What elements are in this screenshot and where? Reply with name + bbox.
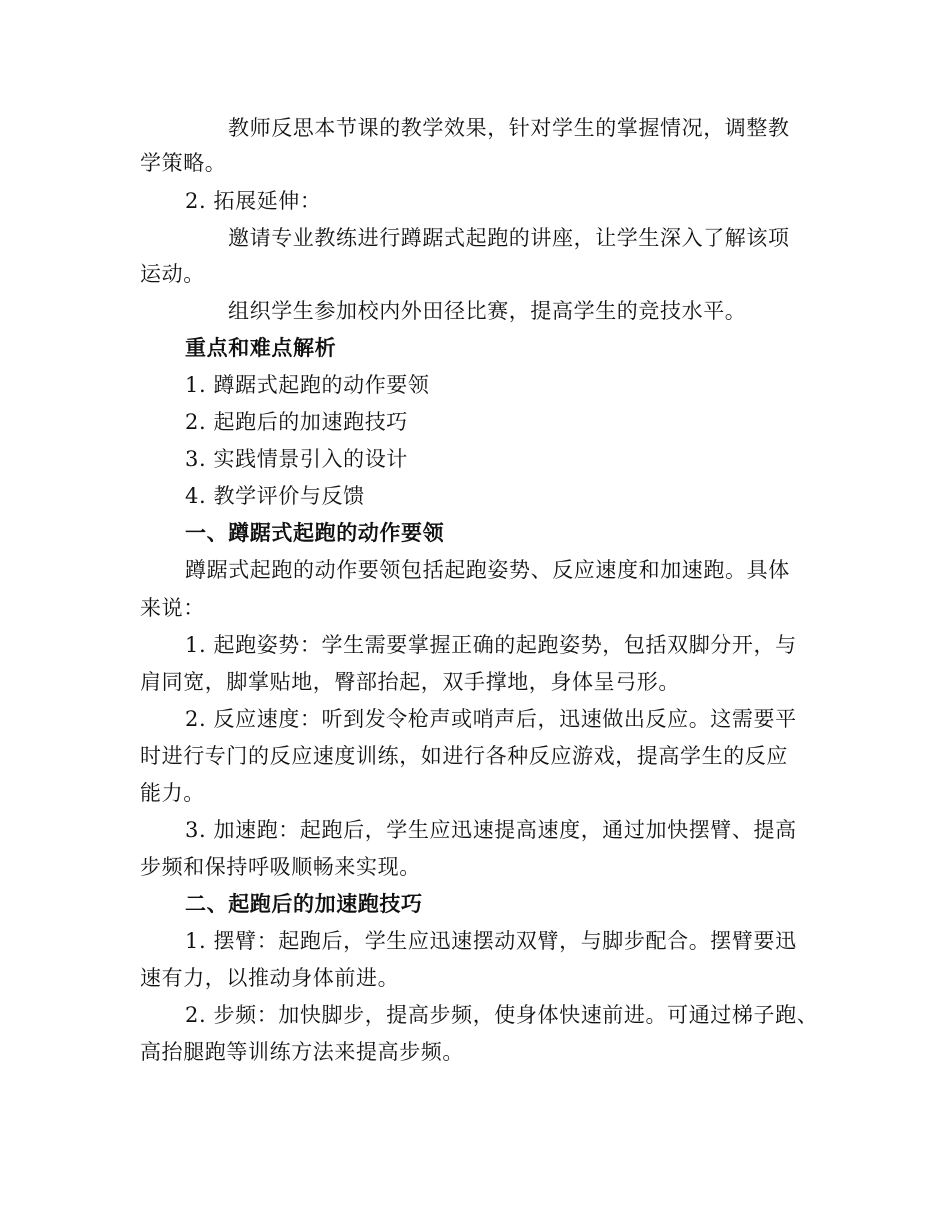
paragraph-line: 步频和保持呼吸顺畅来实现。	[140, 855, 421, 879]
list-item: 3. 实践情景引入的设计	[185, 447, 408, 471]
section-heading: 重点和难点解析	[185, 335, 337, 360]
list-item: 3. 加速跑：起跑后，学生应迅速提高速度，通过加快摆臂、提高	[185, 818, 797, 842]
list-item: 1. 蹲踞式起跑的动作要领	[185, 373, 430, 397]
paragraph-line: 来说：	[140, 596, 205, 620]
paragraph-line: 肩同宽，脚掌贴地，臀部抬起，双手撑地，身体呈弓形。	[140, 670, 680, 694]
list-item: 2. 反应速度：听到发令枪声或哨声后，迅速做出反应。这需要平	[185, 707, 797, 731]
paragraph-line: 速有力，以推动身体前进。	[140, 966, 400, 990]
section-heading: 一、蹲踞式起跑的动作要领	[185, 520, 445, 545]
paragraph-line: 蹲踞式起跑的动作要领包括起跑姿势、反应速度和加速跑。具体	[185, 558, 790, 582]
paragraph-line: 邀请专业教练进行蹲踞式起跑的讲座，让学生深入了解该项	[228, 226, 790, 250]
list-item: 2. 起跑后的加速跑技巧	[185, 410, 408, 434]
list-item: 4. 教学评价与反馈	[185, 484, 365, 508]
paragraph-line: 能力。	[140, 781, 205, 805]
paragraph-line: 学策略。	[140, 151, 227, 175]
list-item: 2. 拓展延伸：	[185, 189, 322, 213]
paragraph-line: 高抬腿跑等训练方法来提高步频。	[140, 1040, 464, 1064]
paragraph-line: 教师反思本节课的教学效果，针对学生的掌握情况，调整教	[228, 116, 790, 140]
paragraph-line: 时进行专门的反应速度训练，如进行各种反应游戏，提高学生的反应	[140, 744, 788, 768]
paragraph-line: 组织学生参加校内外田径比赛，提高学生的竞技水平。	[228, 299, 747, 323]
list-item: 1. 起跑姿势：学生需要掌握正确的起跑姿势，包括双脚分开，与	[185, 633, 797, 657]
list-item: 1. 摆臂：起跑后，学生应迅速摆动双臂，与脚步配合。摆臂要迅	[185, 929, 797, 953]
paragraph-line: 运动。	[140, 262, 205, 286]
list-item: 2. 步频：加快脚步，提高步频，使身体快速前进。可通过梯子跑、	[185, 1003, 819, 1027]
section-heading: 二、起跑后的加速跑技巧	[185, 891, 423, 916]
